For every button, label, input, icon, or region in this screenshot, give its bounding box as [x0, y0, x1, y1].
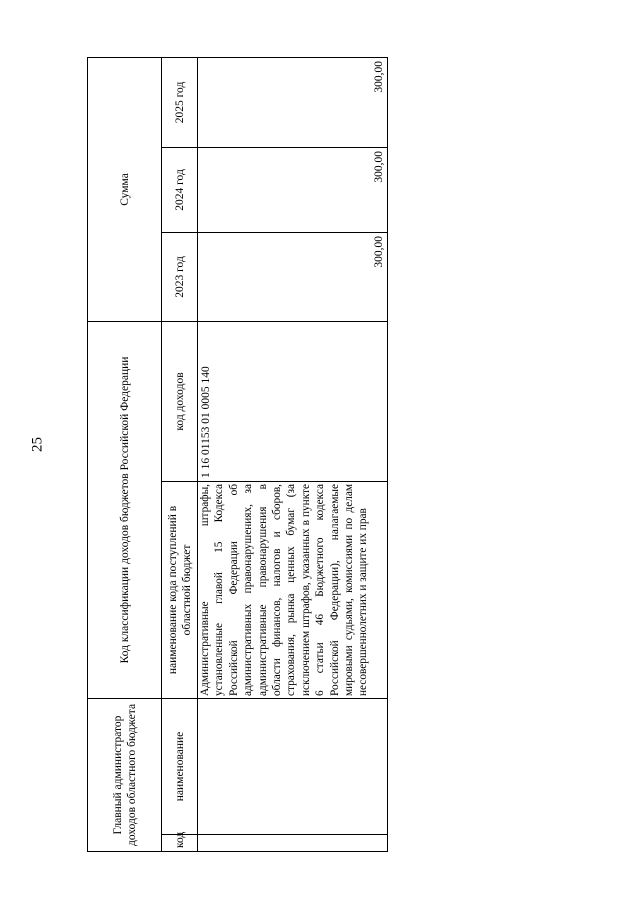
header-sum: Сумма [88, 57, 162, 321]
subheader-income-code: код доходов [162, 321, 198, 481]
subheader-year-2025: 2025 год [162, 57, 198, 147]
subheader-income-name: наименование кода поступлений в областной бюджет [162, 481, 198, 698]
budget-table-container [87, 58, 388, 852]
subheader-code: код [162, 835, 198, 852]
header-admin: Главный администратор доходов областного бюджета [88, 698, 162, 851]
row-value-2025: 300,00 [198, 57, 388, 147]
row-income-code: 1 16 01153 01 0005 140 [198, 321, 388, 481]
page-number: 25 [29, 437, 46, 452]
subheader-name: наименование [162, 698, 198, 834]
row-name [198, 698, 388, 834]
subheader-year-2023: 2023 год [162, 232, 198, 321]
budget-table [87, 57, 388, 852]
row-description: Административные штрафы, установленные главой 15 Кодекса Российской Федерации об административных правонарушениях, за административные правонарушения в области финансов, налогов и сборов, страхования, рынка ценных бумаг (за исключением штрафов, указанных в пункте 6 статьи 46 Бюджетного кодекса Российской Федерации), налагаемые мировыми судьями, комиссиями по делам несовершеннолетних и защите их прав [198, 481, 388, 698]
subheader-year-2024: 2024 год [162, 147, 198, 232]
row-code [198, 835, 388, 852]
header-classification: Код классификации доходов бюджетов Российской Федерации [88, 321, 162, 698]
table-row [198, 57, 388, 851]
row-value-2023: 300,00 [198, 232, 388, 321]
row-value-2024: 300,00 [198, 147, 388, 232]
